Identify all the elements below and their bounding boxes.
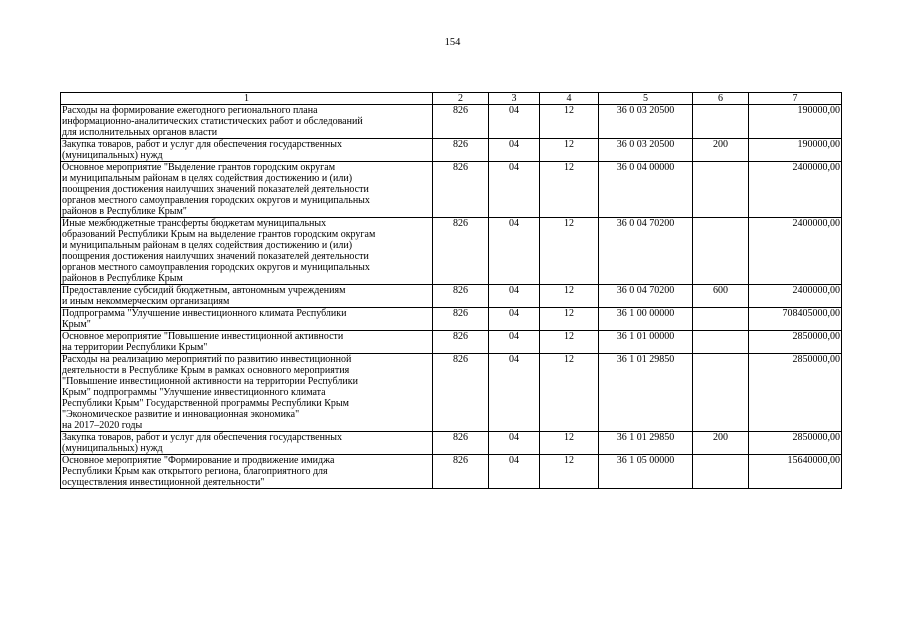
item-name: Закупка товаров, работ и услуг для обеспечения государственных (муниципальных) нужд bbox=[61, 432, 433, 455]
section-code: 04 bbox=[489, 432, 540, 455]
header-cell: 2 bbox=[433, 93, 489, 105]
subsection-code: 12 bbox=[540, 432, 599, 455]
section-code: 04 bbox=[489, 139, 540, 162]
amount: 190000,00 bbox=[749, 139, 842, 162]
subsection-code: 12 bbox=[540, 105, 599, 139]
amount: 15640000,00 bbox=[749, 455, 842, 489]
ministry-code: 826 bbox=[433, 308, 489, 331]
target-article-code: 36 0 03 20500 bbox=[599, 105, 693, 139]
section-code: 04 bbox=[489, 308, 540, 331]
item-name: Предоставление субсидий бюджетным, автономным учреждениям и иным некоммерческим организациям bbox=[61, 285, 433, 308]
amount: 2400000,00 bbox=[749, 162, 842, 218]
table-row bbox=[61, 354, 842, 432]
section-code: 04 bbox=[489, 162, 540, 218]
expense-type-code bbox=[693, 308, 749, 331]
target-article-code: 36 0 03 20500 bbox=[599, 139, 693, 162]
ministry-code: 826 bbox=[433, 432, 489, 455]
ministry-code: 826 bbox=[433, 331, 489, 354]
table-row bbox=[61, 162, 842, 218]
item-name: Расходы на формирование ежегодного регионального плана информационно-аналитических статистических работ и обследований для исполнительных органов власти bbox=[61, 105, 433, 139]
amount: 708405000,00 bbox=[749, 308, 842, 331]
subsection-code: 12 bbox=[540, 308, 599, 331]
item-name: Расходы на реализацию мероприятий по развитию инвестиционной деятельности в Республике Крым в рамках основного мероприятия "Повышение инвестиционной активности на территории Республики Крым" подпрограммы "Улучшение инвестиционного климата Республики Крым" Государственной программы Республики Крым "Экономическое развитие и инновационная экономика" на 2017–2020 годы bbox=[61, 354, 433, 432]
ministry-code: 826 bbox=[433, 139, 489, 162]
subsection-code: 12 bbox=[540, 331, 599, 354]
target-article-code: 36 1 01 00000 bbox=[599, 331, 693, 354]
target-article-code: 36 0 04 70200 bbox=[599, 285, 693, 308]
target-article-code: 36 1 01 29850 bbox=[599, 432, 693, 455]
section-code: 04 bbox=[489, 331, 540, 354]
item-name: Подпрограмма "Улучшение инвестиционного климата Республики Крым" bbox=[61, 308, 433, 331]
ministry-code: 826 bbox=[433, 105, 489, 139]
ministry-code: 826 bbox=[433, 455, 489, 489]
target-article-code: 36 1 01 29850 bbox=[599, 354, 693, 432]
header-cell: 4 bbox=[540, 93, 599, 105]
amount: 2850000,00 bbox=[749, 331, 842, 354]
expense-type-code bbox=[693, 354, 749, 432]
section-code: 04 bbox=[489, 218, 540, 285]
expense-type-code bbox=[693, 162, 749, 218]
table-row bbox=[61, 308, 842, 331]
amount: 2400000,00 bbox=[749, 285, 842, 308]
page-number: 154 bbox=[444, 37, 461, 48]
expense-type-code: 200 bbox=[693, 139, 749, 162]
target-article-code: 36 1 00 00000 bbox=[599, 308, 693, 331]
ministry-code: 826 bbox=[433, 354, 489, 432]
table-row bbox=[61, 105, 842, 139]
item-name: Основное мероприятие "Повышение инвестиционной активности на территории Республики Крым" bbox=[61, 331, 433, 354]
item-name: Основное мероприятие "Формирование и продвижение имиджа Республики Крым как открытого региона, благоприятного для осуществления инвестиционной деятельности" bbox=[61, 455, 433, 489]
target-article-code: 36 1 05 00000 bbox=[599, 455, 693, 489]
expense-type-code bbox=[693, 455, 749, 489]
table-row bbox=[61, 455, 842, 489]
item-name: Закупка товаров, работ и услуг для обеспечения государственных (муниципальных) нужд bbox=[61, 139, 433, 162]
header-cell: 5 bbox=[599, 93, 693, 105]
expense-type-code bbox=[693, 331, 749, 354]
subsection-code: 12 bbox=[540, 162, 599, 218]
header-cell: 1 bbox=[61, 93, 433, 105]
subsection-code: 12 bbox=[540, 285, 599, 308]
target-article-code: 36 0 04 00000 bbox=[599, 162, 693, 218]
amount: 2400000,00 bbox=[749, 218, 842, 285]
subsection-code: 12 bbox=[540, 218, 599, 285]
ministry-code: 826 bbox=[433, 218, 489, 285]
expense-type-code bbox=[693, 218, 749, 285]
item-name: Иные межбюджетные трансферты бюджетам муниципальных образований Республики Крым на выделение грантов городским округам и муниципальным районам в целях содействия достижению и (или) поощрения достижения наилучших значений показателей деятельности органов местного самоуправления городских округов и муниципальных районов в Республике Крым bbox=[61, 218, 433, 285]
section-code: 04 bbox=[489, 105, 540, 139]
target-article-code: 36 0 04 70200 bbox=[599, 218, 693, 285]
section-code: 04 bbox=[489, 354, 540, 432]
expense-type-code: 600 bbox=[693, 285, 749, 308]
table-row bbox=[61, 432, 842, 455]
expense-type-code bbox=[693, 105, 749, 139]
table-row bbox=[61, 285, 842, 308]
table-row bbox=[61, 331, 842, 354]
item-name: Основное мероприятие "Выделение грантов городским округам и муниципальным районам в целях содействия достижению и (или) поощрения достижения наилучших значений показателей деятельности органов местного самоуправления городских округов и муниципальных районов в Республике Крым" bbox=[61, 162, 433, 218]
expense-type-code: 200 bbox=[693, 432, 749, 455]
section-code: 04 bbox=[489, 285, 540, 308]
ministry-code: 826 bbox=[433, 285, 489, 308]
subsection-code: 12 bbox=[540, 139, 599, 162]
section-code: 04 bbox=[489, 455, 540, 489]
amount: 190000,00 bbox=[749, 105, 842, 139]
budget-table bbox=[60, 92, 842, 489]
header-cell: 6 bbox=[693, 93, 749, 105]
amount: 2850000,00 bbox=[749, 354, 842, 432]
amount: 2850000,00 bbox=[749, 432, 842, 455]
ministry-code: 826 bbox=[433, 162, 489, 218]
header-cell: 3 bbox=[489, 93, 540, 105]
table-row bbox=[61, 218, 842, 285]
header-row bbox=[61, 93, 842, 105]
table-row bbox=[61, 139, 842, 162]
subsection-code: 12 bbox=[540, 455, 599, 489]
subsection-code: 12 bbox=[540, 354, 599, 432]
header-cell: 7 bbox=[749, 93, 842, 105]
